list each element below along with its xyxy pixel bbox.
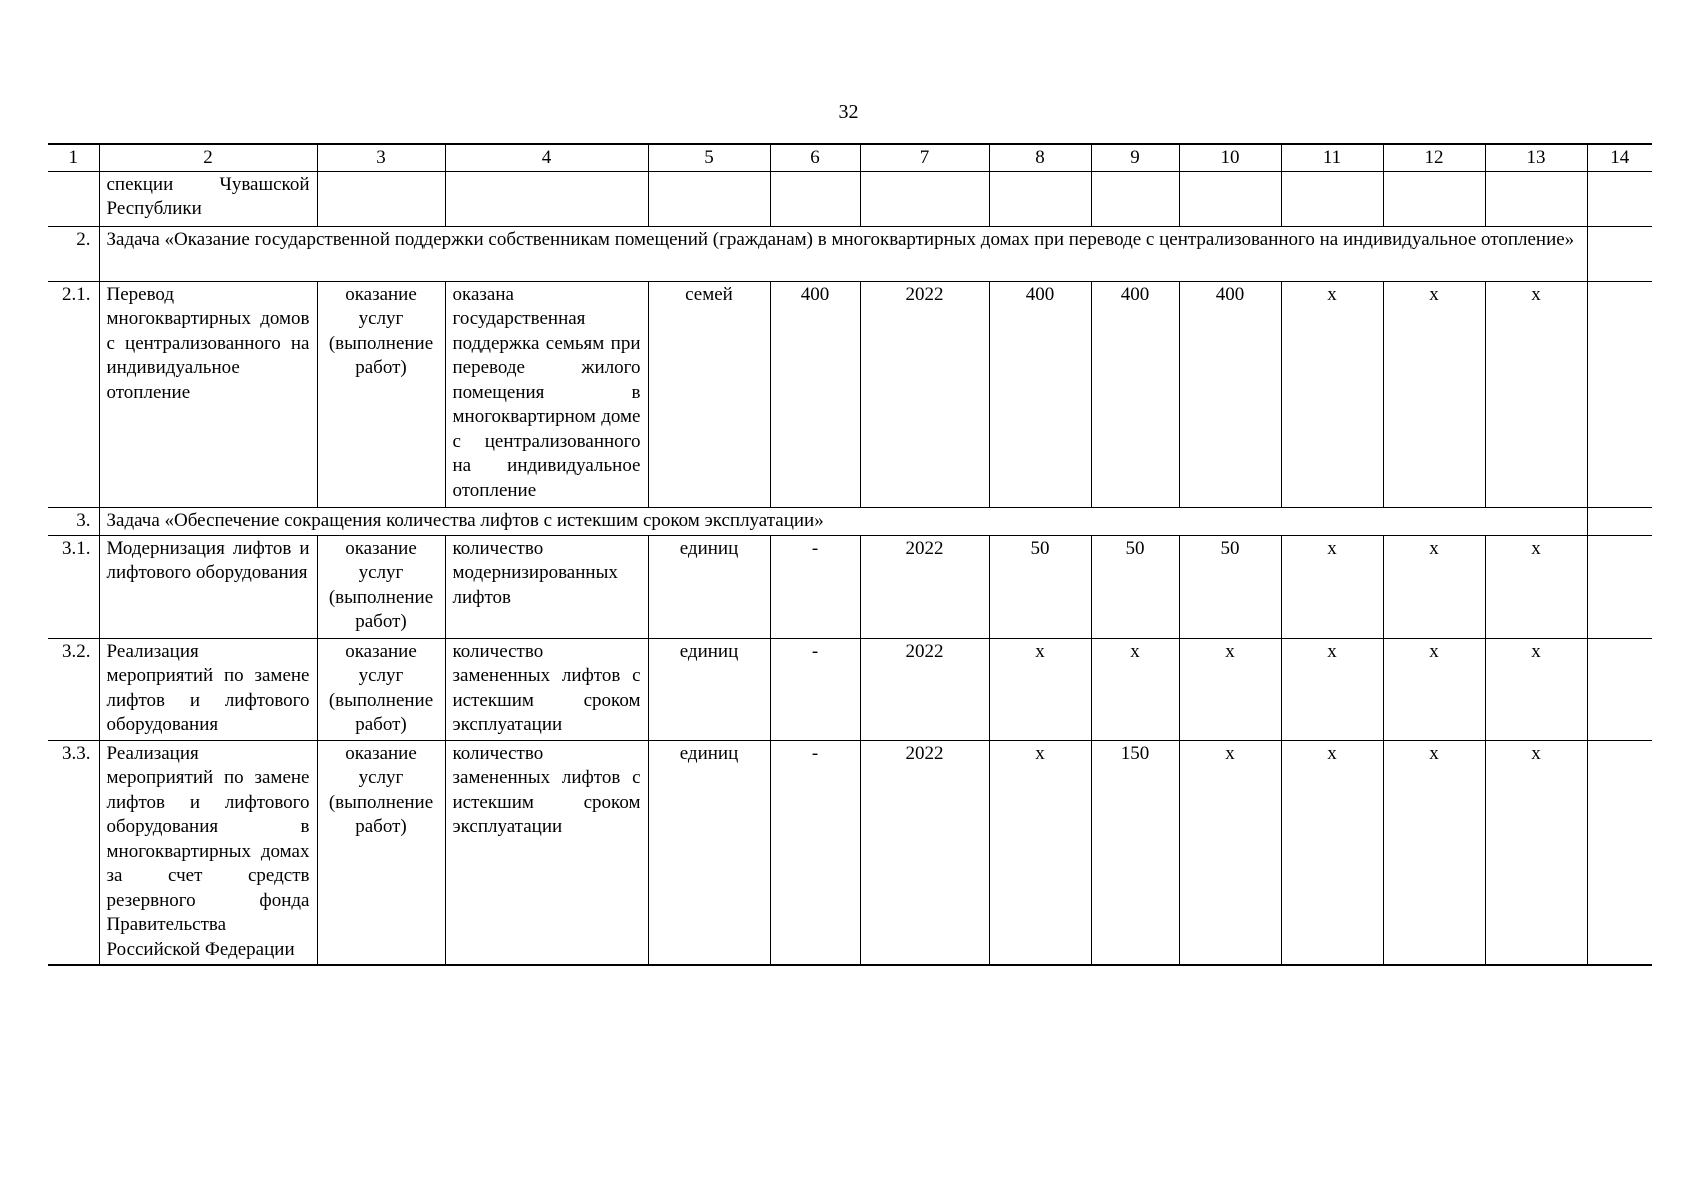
value-cell: х	[1383, 535, 1485, 638]
column-number: 6	[770, 144, 860, 171]
event-name-cell: спекции Чувашской Республики	[99, 171, 317, 226]
value-cell: х	[1091, 638, 1179, 740]
value-cell: х	[1485, 638, 1587, 740]
value-cell: х	[1485, 281, 1587, 507]
value-cell: х	[1485, 740, 1587, 965]
indicator-cell: оказана государственная поддержка семьям при переводе жилого помещения в многоквартирном доме с централизованного на индивидуальное отопление	[445, 281, 648, 507]
table-cell	[1179, 171, 1281, 226]
year-cell: 2022	[860, 638, 989, 740]
event-name-cell: Реализация мероприятий по замене лифтов и лифтового оборудования в многоквартирных домах за счет средств резервного фонда Правительства Российской Федерации	[99, 740, 317, 965]
unit-cell: единиц	[648, 535, 770, 638]
table-cell	[989, 171, 1091, 226]
table-cell	[445, 171, 648, 226]
column-number: 2	[99, 144, 317, 171]
row-number: 2.	[48, 226, 99, 281]
row-number: 2.1.	[48, 281, 99, 507]
indicators-table	[48, 143, 1652, 966]
service-type-cell: оказание услуг (выполнение работ)	[317, 281, 445, 507]
event-name-cell: Перевод многоквартирных домов с централизованного на индивидуальное отопление	[99, 281, 317, 507]
column-number: 9	[1091, 144, 1179, 171]
table-cell	[1281, 171, 1383, 226]
value-cell: х	[1179, 638, 1281, 740]
table-cell	[770, 171, 860, 226]
column-number: 3	[317, 144, 445, 171]
unit-cell: единиц	[648, 740, 770, 965]
table-cell	[860, 171, 989, 226]
table-cell	[48, 171, 99, 226]
table-cell	[1587, 226, 1652, 281]
column-number: 1	[48, 144, 99, 171]
unit-cell: единиц	[648, 638, 770, 740]
row-number: 3.2.	[48, 638, 99, 740]
page-number: 32	[838, 101, 859, 123]
value-cell: х	[1281, 281, 1383, 507]
service-type-cell: оказание услуг (выполнение работ)	[317, 638, 445, 740]
table-row	[48, 535, 1652, 638]
table-cell	[648, 171, 770, 226]
column-number: 8	[989, 144, 1091, 171]
value-cell: -	[770, 638, 860, 740]
task-title: Задача «Обеспечение сокращения количества лифтов с истекшим сроком эксплуатации»	[99, 507, 1587, 535]
value-cell	[1587, 638, 1652, 740]
column-number: 4	[445, 144, 648, 171]
column-number: 10	[1179, 144, 1281, 171]
column-number: 11	[1281, 144, 1383, 171]
row-number: 3.3.	[48, 740, 99, 965]
value-cell: 400	[1091, 281, 1179, 507]
service-type-cell: оказание услуг (выполнение работ)	[317, 740, 445, 965]
year-cell: 2022	[860, 281, 989, 507]
value-cell: х	[1179, 740, 1281, 965]
table-cell	[317, 171, 445, 226]
indicator-cell: количество замененных лифтов с истекшим сроком эксплуатации	[445, 740, 648, 965]
table-row	[48, 740, 1652, 965]
table-row	[48, 171, 1652, 226]
value-cell: 150	[1091, 740, 1179, 965]
table-cell	[1587, 171, 1652, 226]
value-cell: х	[1383, 740, 1485, 965]
task-row	[48, 507, 1652, 535]
value-cell: 50	[989, 535, 1091, 638]
event-name-cell: Реализация мероприятий по замене лифтов и лифтового оборудования	[99, 638, 317, 740]
value-cell: -	[770, 535, 860, 638]
unit-cell: семей	[648, 281, 770, 507]
value-cell: 400	[989, 281, 1091, 507]
value-cell: х	[989, 638, 1091, 740]
table-cell	[1383, 171, 1485, 226]
column-number: 5	[648, 144, 770, 171]
row-number: 3.	[48, 507, 99, 535]
service-type-cell: оказание услуг (выполнение работ)	[317, 535, 445, 638]
value-cell: 400	[770, 281, 860, 507]
value-cell	[1587, 281, 1652, 507]
column-number-row	[48, 144, 1652, 171]
column-number: 7	[860, 144, 989, 171]
table-cell	[1091, 171, 1179, 226]
table-cell	[1485, 171, 1587, 226]
value-cell: х	[1383, 638, 1485, 740]
indicator-cell: количество модернизированных лифтов	[445, 535, 648, 638]
value-cell: 50	[1091, 535, 1179, 638]
column-number: 14	[1587, 144, 1652, 171]
task-title: Задача «Оказание государственной поддержки собственникам помещений (гражданам) в многоквартирных домах при переводе с централизованного на индивидуальное отопление»	[99, 226, 1587, 281]
value-cell: 400	[1179, 281, 1281, 507]
value-cell: х	[1281, 638, 1383, 740]
year-cell: 2022	[860, 740, 989, 965]
value-cell: 50	[1179, 535, 1281, 638]
column-number: 13	[1485, 144, 1587, 171]
table-cell	[1587, 507, 1652, 535]
value-cell: х	[1383, 281, 1485, 507]
value-cell: х	[1485, 535, 1587, 638]
value-cell	[1587, 535, 1652, 638]
value-cell	[1587, 740, 1652, 965]
value-cell: х	[1281, 740, 1383, 965]
task-row	[48, 226, 1652, 281]
event-name-cell: Модернизация лифтов и лифтового оборудования	[99, 535, 317, 638]
value-cell: -	[770, 740, 860, 965]
year-cell: 2022	[860, 535, 989, 638]
indicator-cell: количество замененных лифтов с истекшим сроком эксплуатации	[445, 638, 648, 740]
table-row	[48, 281, 1652, 507]
column-number: 12	[1383, 144, 1485, 171]
value-cell: х	[989, 740, 1091, 965]
table-row	[48, 638, 1652, 740]
row-number: 3.1.	[48, 535, 99, 638]
value-cell: х	[1281, 535, 1383, 638]
